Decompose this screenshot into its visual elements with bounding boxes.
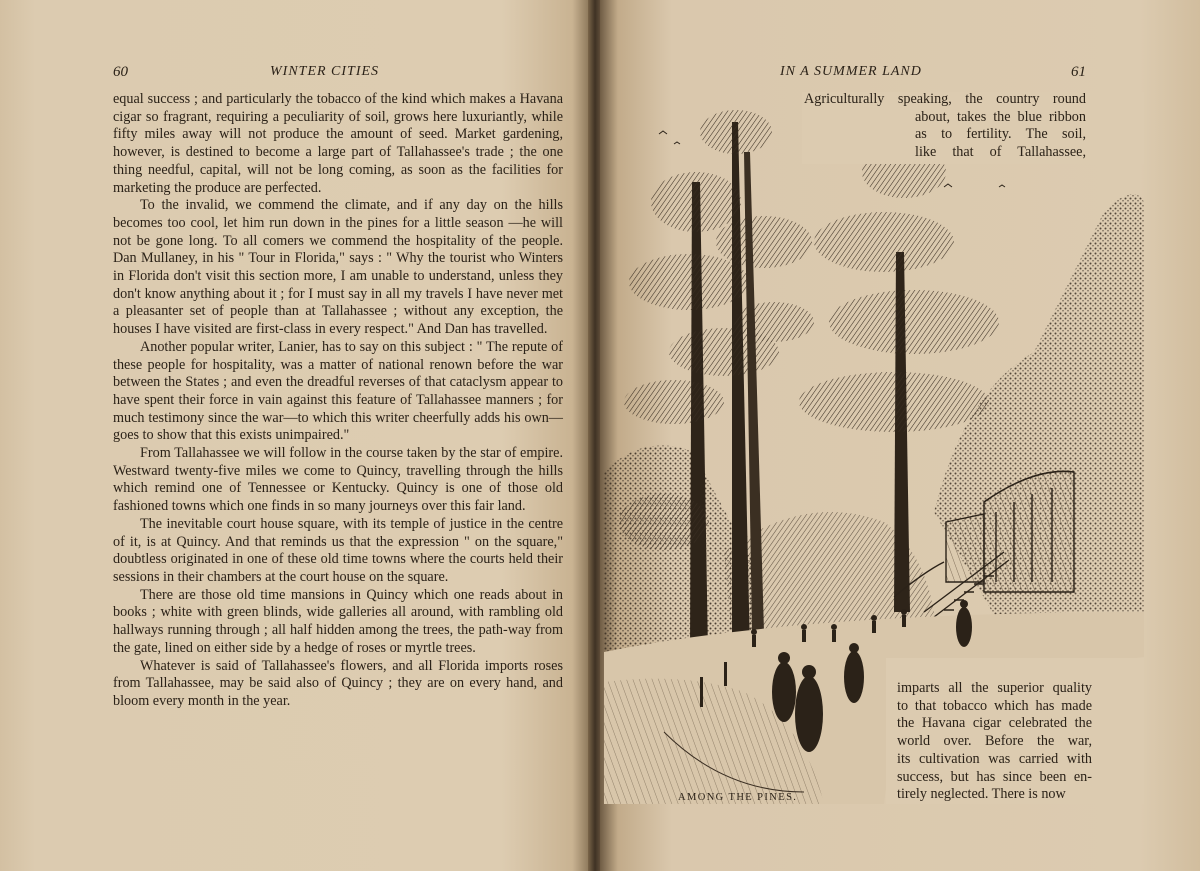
running-head-left: WINTER CITIES <box>270 64 380 79</box>
paragraph: Whatever is said of Tallahassee's flowers, and all Florida imports roses from Tallahassee, may be said also of Quincy ; they are on every hand, and bloom every month in the year. <box>113 657 563 709</box>
paragraph: Another popular writer, Lanier, has to say on this subject : " The repute of these people for hospitality, was a matter of national renown before the war between the States ; and even the dreadful reverses of that cataclysm appear to have spent their force in vain against this feature of Tallahassee manners ; for much testimony since the war—to which this writer cheerfully adds his own—goes to show that this exists unimpaired." <box>113 338 563 444</box>
text-line: success, but has since been en- <box>897 768 1092 785</box>
text-line: about, takes the blue ribbon <box>915 108 1086 125</box>
illustration-caption: AMONG THE PINES. <box>678 792 798 803</box>
text-line: to that tobacco which has made <box>897 697 1092 714</box>
text-line: like that of Tallahassee, <box>915 144 1086 161</box>
paragraph: To the invalid, we commend the climate, and if any day on the hills becomes too cool, let him run down in the pines for a little season —he will not be gone long. To all comers we commend the hospitality of the people. Dan Mullaney, in his " Tour in Florida," says : " Why the tourist who Winters in Florida don't visit this section more, I am unable to understand, unless they don't know anything about it ; for I must say in all my travels I have never met a pleasanter set of people than at Tallahassee ; without any exception, the houses I have visited are first-class in every respect." And Dan has travelled. <box>113 197 563 338</box>
paragraph: There are those old time mansions in Quincy which one reads about in books ; white with green blinds, wide galleries all around, with rambling old hallways running through ; all half hidden among the trees, the path-way from the gate, lined on either side by a hedge of roses or myrtle trees. <box>113 586 563 656</box>
page-number-left: 60 <box>113 64 128 80</box>
left-page <box>0 0 590 871</box>
running-head-right: IN A SUMMER LAND <box>780 64 922 79</box>
paragraph: From Tallahassee we will follow in the course taken by the star of empire. Westward twenty-five miles we come to Quincy, travelling through the hills which remind one of Tennessee or Kentucky. Quincy is one of those old fashioned towns which one finds in so many journeys over this fair land. <box>113 445 563 515</box>
right-top-text <box>804 91 1086 109</box>
left-body-text <box>113 91 563 711</box>
text-line: Agriculturally speaking, the country round <box>804 91 1086 107</box>
page-number-right: 61 <box>1071 64 1086 80</box>
right-top-text-inset <box>915 109 1086 162</box>
text-line: imparts all the superior quality <box>897 680 1092 696</box>
text-line: world over. Before the war, <box>897 733 1092 750</box>
right-bottom-text <box>897 680 1092 804</box>
text-line: its cultivation was carried with <box>897 750 1092 767</box>
text-line: tirely neglected. There is now <box>897 786 1066 803</box>
text-line: as to fertility. The soil, <box>915 126 1086 143</box>
text-line: the Havana cigar celebrated the <box>897 715 1092 732</box>
paragraph: The inevitable court house square, with its temple of justice in the centre of it, is at Quincy. And that reminds us that the expression " on the square," doubtless originated in one of these old time towns where the courts held their sessions in their chambers at the court house on the square. <box>113 515 563 585</box>
paragraph: equal success ; and particularly the tobacco of the kind which makes a Havana cigar so fragrant, requiring a peculiarity of soil, grows here luxuriantly, while fifty miles away will not produce the amount of seed. Market gardening, however, is destined to become a large part of Tallahassee's trade ; the one thing needful, capital, will not be long coming, as soon as the facilities for marketing the produce are perfected. <box>113 91 563 196</box>
